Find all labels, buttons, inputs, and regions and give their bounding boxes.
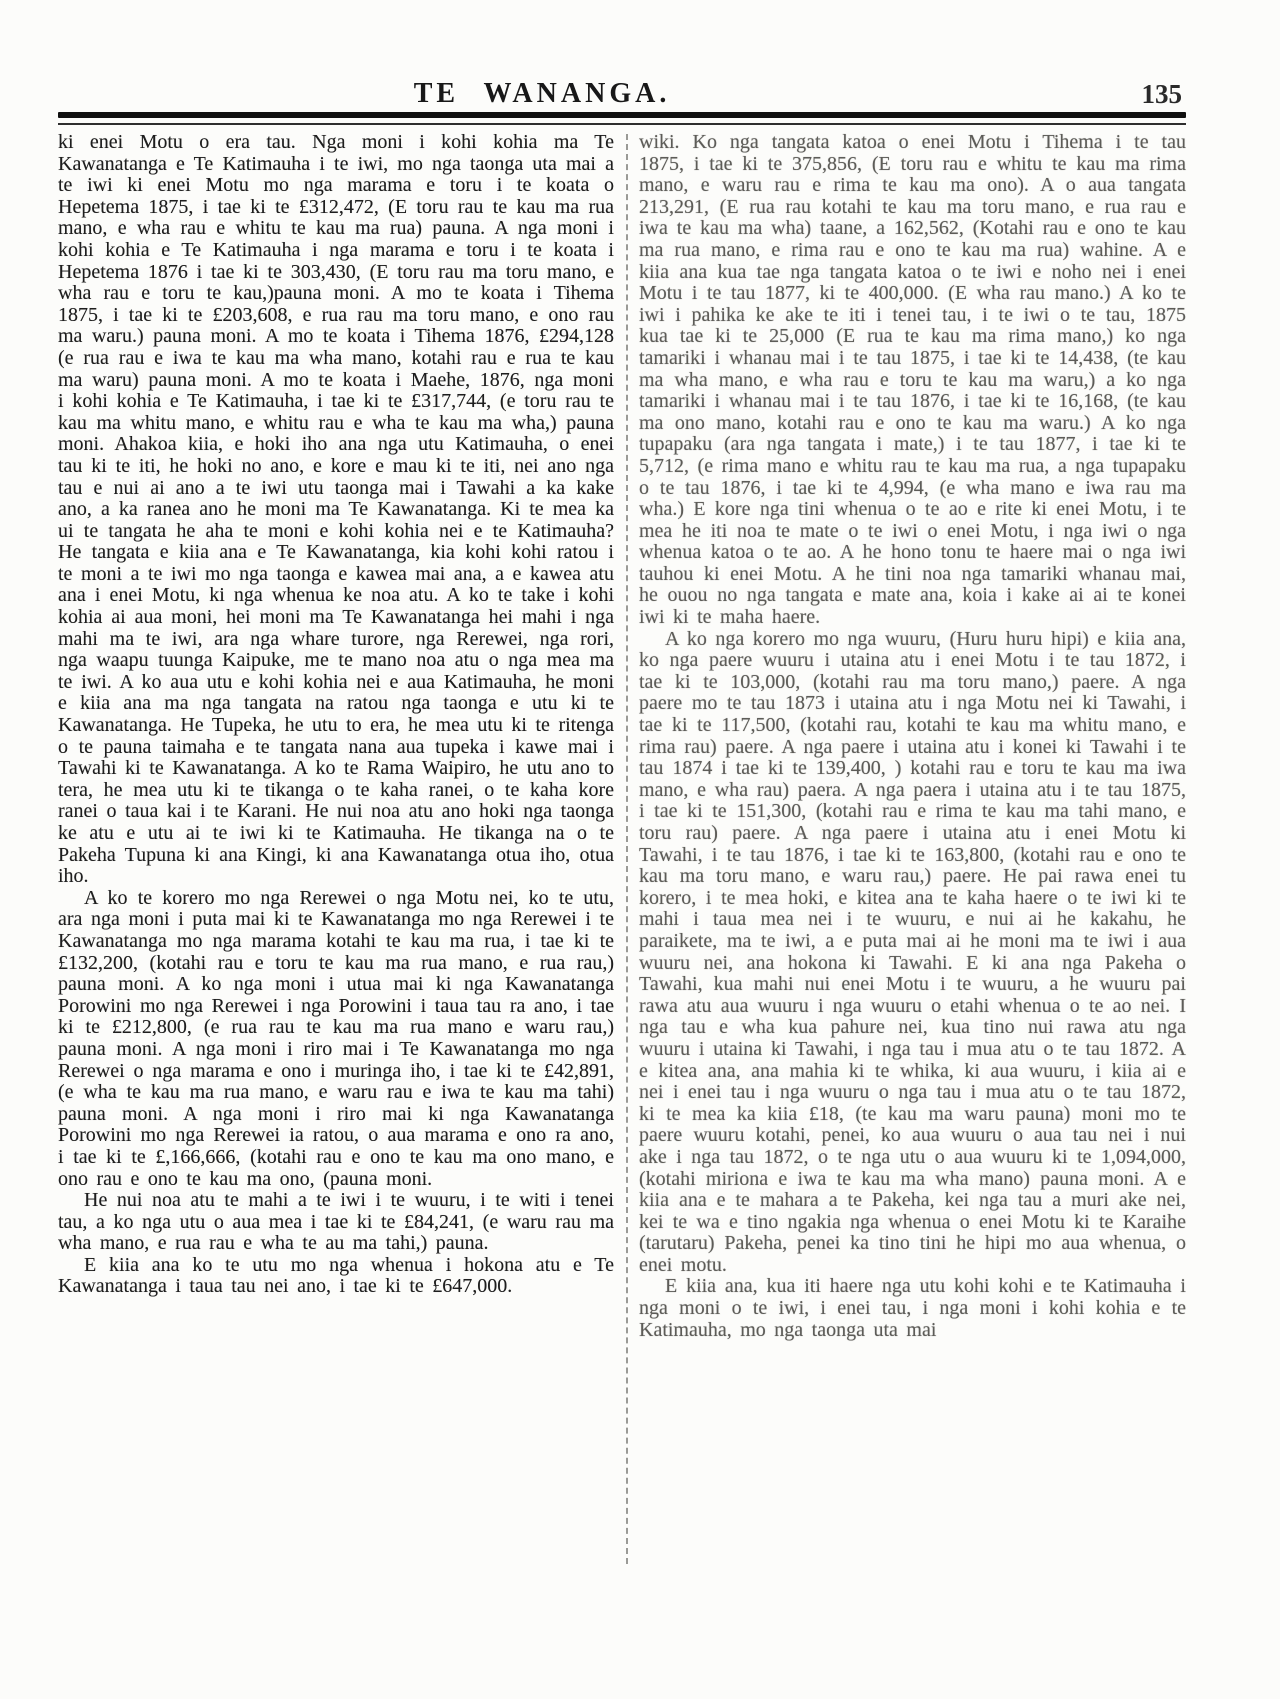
page-number: 135 [1141, 79, 1182, 109]
paragraph: He nui noa atu te mahi a te iwi i te wuuru, i te witi i tenei tau, a ko nga utu o aua mea i tae ki te £84,241, (e waru rau ma wha mano, e rua rau e wha te au ma tahi,) pauna. [58, 1189, 614, 1255]
paragraph: A ko nga korero mo nga wuuru, (Huru huru hipi) e kiia ana, ko nga paere wuuru i utaina atu i enei Motu i te tau 1872, i tae ki te 103,000, (kotahi rau ma toru mano,) paere. A nga paere mo te tau 1873 i utaina atu i nga Motu nei ki Tawahi, i tae ki te 117,500, (kotahi rau, kotahi te kau ma whitu mano, e rima rau) paere. A nga paere i utaina atu i konei ki Tawahi i te tau 1874 i tae ki te 139,400, ) kotahi rau e toru te kau ma iwa mano, e wha rau) paera. A nga paera i utaina atu i te tau 1875, i tae ki te 151,300, (kotahi rau e rima te kau ma tahi mano, e toru rau) paere. A nga paere i utaina atu i enei Motu ki Tawahi, i te tau 1876, i tae ki te 163,800, (kotahi rau e ono te kau ma toru mano, e waru rau,) paere. He pai rawa enei tu korero, i te mea hoki, e kitea ana te kaha haere o te iwi ki te mahi i taua mea nei i te wuuru, e nui ai he kakahu, he paraikete, ma te iwi, a e puta mai ai he moni ma te iwi i aua wuuru nei, ana hokona ki Tawahi. E ki ana nga Pakeha o Tawahi, kua mahi nui enei Motu i te wuuru, a he wuuru pai rawa atu aua wuuru i nga wuuru o etahi whenua o te ao nei. I nga tau e wha kua pahure nei, kua tino nui rawa atu nga wuuru i utaina ki Tawahi, i nga tau i mua atu o te tau 1872. A e kitea ana, ana mahia ki te whika, ki aua wuuru, i kiia ai e nei i enei tau i nga wuuru o nga tau i mua atu o te tau 1872, ki te mea ka kiia £18, (te kau ma waru pauna) moni mo te paere wuuru kotahi, penei, ko aua wuuru o aua tau nei i nui ake i nga tau 1872, o te nga utu o aua wuuru ki te 1,094,000, (kotahi miriona e iwa te kau ma wha mano) pauna moni. A e kiia ana e te mahara a te Pakeha, kei nga tau a muri ake nei, kei te wa e tino ngakia nga whenua o enei Motu ki te Karaihe (tarutaru) Pakeha, penei ka tino tini he hipi mo aua whenua, o enei motu. [639, 627, 1186, 1276]
paragraph: E kiia ana ko te utu mo nga whenua i hokona atu e Te Kawanatanga i taua tau nei ano, i tae ki te £647,000. [58, 1253, 614, 1298]
paragraph: E kiia ana, kua iti haere nga utu kohi kohi e te Katimauha i nga moni o te iwi, i enei tau, i nga moni i kohi kohia e te Katimauha, mo nga taonga uta mai [639, 1275, 1186, 1341]
column-divider-rule [626, 134, 628, 1564]
paragraph: A ko te korero mo nga Rerewei o nga Motu nei, ko te utu, ara nga moni i puta mai ki te Kawanatanga mo nga Rerewei i te Kawanatanga mo nga marama kotahi te kau ma rua, i tae ki te £132,200, (kotahi rau e toru te kau ma rua mano, e rua rau,) pauna moni. A ko nga moni i utua mai ki nga Kawanatanga Porowini mo nga Rerewei i nga Porowini i taua tau ra ano, i tae ki te £212,800, (e rua rau te kau ma rua mano e waru rau,) pauna moni. A nga moni i riro mai i Te Kawanatanga mo nga Rerewei o nga marama e ono i muringa iho, i tae ki te £42,891, (e wha te kau ma rua mano, e waru rau e iwa te kau ma tahi) pauna moni. A nga moni i riro mai ki nga Kawanatanga Porowini mo nga Rerewei ia ratou, o aua marama e ono ra ano, i tae ki te £,166,666, (kotahi rau e ono te kau ma ono mano, e ono rau e ono te kau ma ono, (pauna moni. [58, 886, 614, 1190]
paragraph: wiki. Ko nga tangata katoa o enei Motu i Tihema i te tau 1875, i tae ki te 375,856, (E toru rau e whitu te kau ma rima mano, e waru rau e rima te kau ma ono). A o aua tangata 213,291, (E rua rau kotahi te kau ma toru mano, e rua rau e iwa te kau ma wha) taane, a 162,562, (Kotahi rau e ono te kau ma rua mano, e rima rau e ono te kau ma rua) wahine. A e kiia ana kua tae nga tangata katoa o te iwi e noho nei i enei Motu i te tau 1877, ki te 400,000. (E wha rau mano.) A ko te iwi i pahika ke ake te iti i tenei tau, i te iwi o te tau, 1875 kua tae ki te 25,000 (E rua te kau ma rima mano,) ko nga tamariki i whanau mai i te tau 1875, i tae ki te 14,438, (te kau ma wha mano, e wha rau e toru te kau ma waru,) a ko nga tamariki i whanau mai i te tau 1876, i tae ki te 16,168, (te kau ma ono mano, kotahi rau e ono te kau ma waru.) A ko nga tupapaku (ara nga tangata i mate,) i te tau 1877, i tae ki te 5,712, (e rima mano e whitu rau te kau ma rua, a nga tupapaku o te tau 1876, i tae ki te 4,994, (e wha mano e iwa rau ma wha.) E kore nga tini whenua o te ao e rite ki enei Motu, i te mea he iti noa te mate o te iwi o enei Motu, i nga iwi o nga whenua katoa o te ao. A he hono tonu te haere mai o nga iwi tauhou ki enei Motu. A he tini noa nga tamariki whanau mai, he ouou no nga tangata e mate ana, koia i kake ai ai te konei iwi ki te maha haere. [639, 131, 1186, 629]
masthead [58, 0, 1186, 112]
body-columns [58, 132, 1186, 1564]
printed-area [58, 0, 1186, 1564]
masthead-rule-thin [58, 123, 1186, 125]
paragraph: ki enei Motu o era tau. Nga moni i kohi kohia ma Te Kawanatanga e Te Katimauha i te iwi, mo nga taonga uta mai a te iwi ki enei Motu mo nga marama e toru i te koata o Hepetema 1875, i tae ki te £312,472, (E toru rau te kau ma rua mano, e wha rau e whitu te kau ma rua) pauna. A nga moni i kohi kohia e Te Katimauha i nga marama e toru i te koata i Hepetema 1876 i tae ki te 303,430, (E toru rau ma toru mano, e wha rau e toru te kau,)pauna moni. A mo te koata i Tihema 1875, i tae ki te £203,608, e rua rau ma toru mano, e ono rau ma waru.) pauna moni. A mo te koata i Tihema 1876, £294,128 (e rua rau e iwa te kau ma wha mano, kotahi rau e rua te kau ma waru) pauna moni. A mo te koata i Maehe, 1876, nga moni i kohi kohia e Te Katimauha, i tae ki te £317,744, (e toru rau te kau ma whitu mano, e whitu rau e wha te kau ma wha,) pauna moni. Ahakoa kiia, e hoki iho ana nga utu Katimauha, o enei tau ki te iti, he hoki no ano, e kore e mau ki te iti, nei ano nga tau e nui ai ano a te iwi utu taonga mai i Tawahi a ka kake ano, a ka ranea ano he moni ma Te Kawanatanga. Ki te mea ka ui te tangata he aha te moni e kohi kohia nei e te Katimauha? He tangata e kiia ana e Te Kawanatanga, kia kohi kohi ratou i te moni a te iwi mo nga taonga e kawea mai ana, a e kawea atu ana i enei Motu, ki nga whenua ke noa atu. A ko te take i kohi kohia ai aua moni, hei moni ma Te Kawanatanga hei mahi i nga mahi ma te iwi, ara nga whare turore, nga Rerewei, nga rori, nga waapu tuunga Kaipuke, me te mano noa atu o nga mea ma te iwi. A ko aua utu e kohi kohia nei e aua Katimauha, he moni e kiia ana ma nga tangata na ratou nga taonga e utu ki te Kawanatanga. He Tupeka, he utu to era, he mea utu ki te ritenga o te pauna taimaha e te tangata nana aua tupeka i kawe mai i Tawahi ki te Kawanatanga. A ko te Rama Waipiro, he utu ano to tera, he mea utu ki te tikanga o te kaha ranei, o te kaha kore ranei o taua kai i te Karani. He nui noa atu ano hoki nga taonga ke atu e utu ai te iwi ki te Katimauha. He tikanga na o te Pakeha Tupuna ki ana Kingi, ki ana Kawanatanga otua iho, otua iho. [58, 131, 614, 888]
newspaper-title: TE WANANGA. [413, 78, 671, 109]
left-column [58, 132, 614, 1298]
right-column [639, 132, 1186, 1341]
masthead-rule-thick [58, 112, 1186, 118]
